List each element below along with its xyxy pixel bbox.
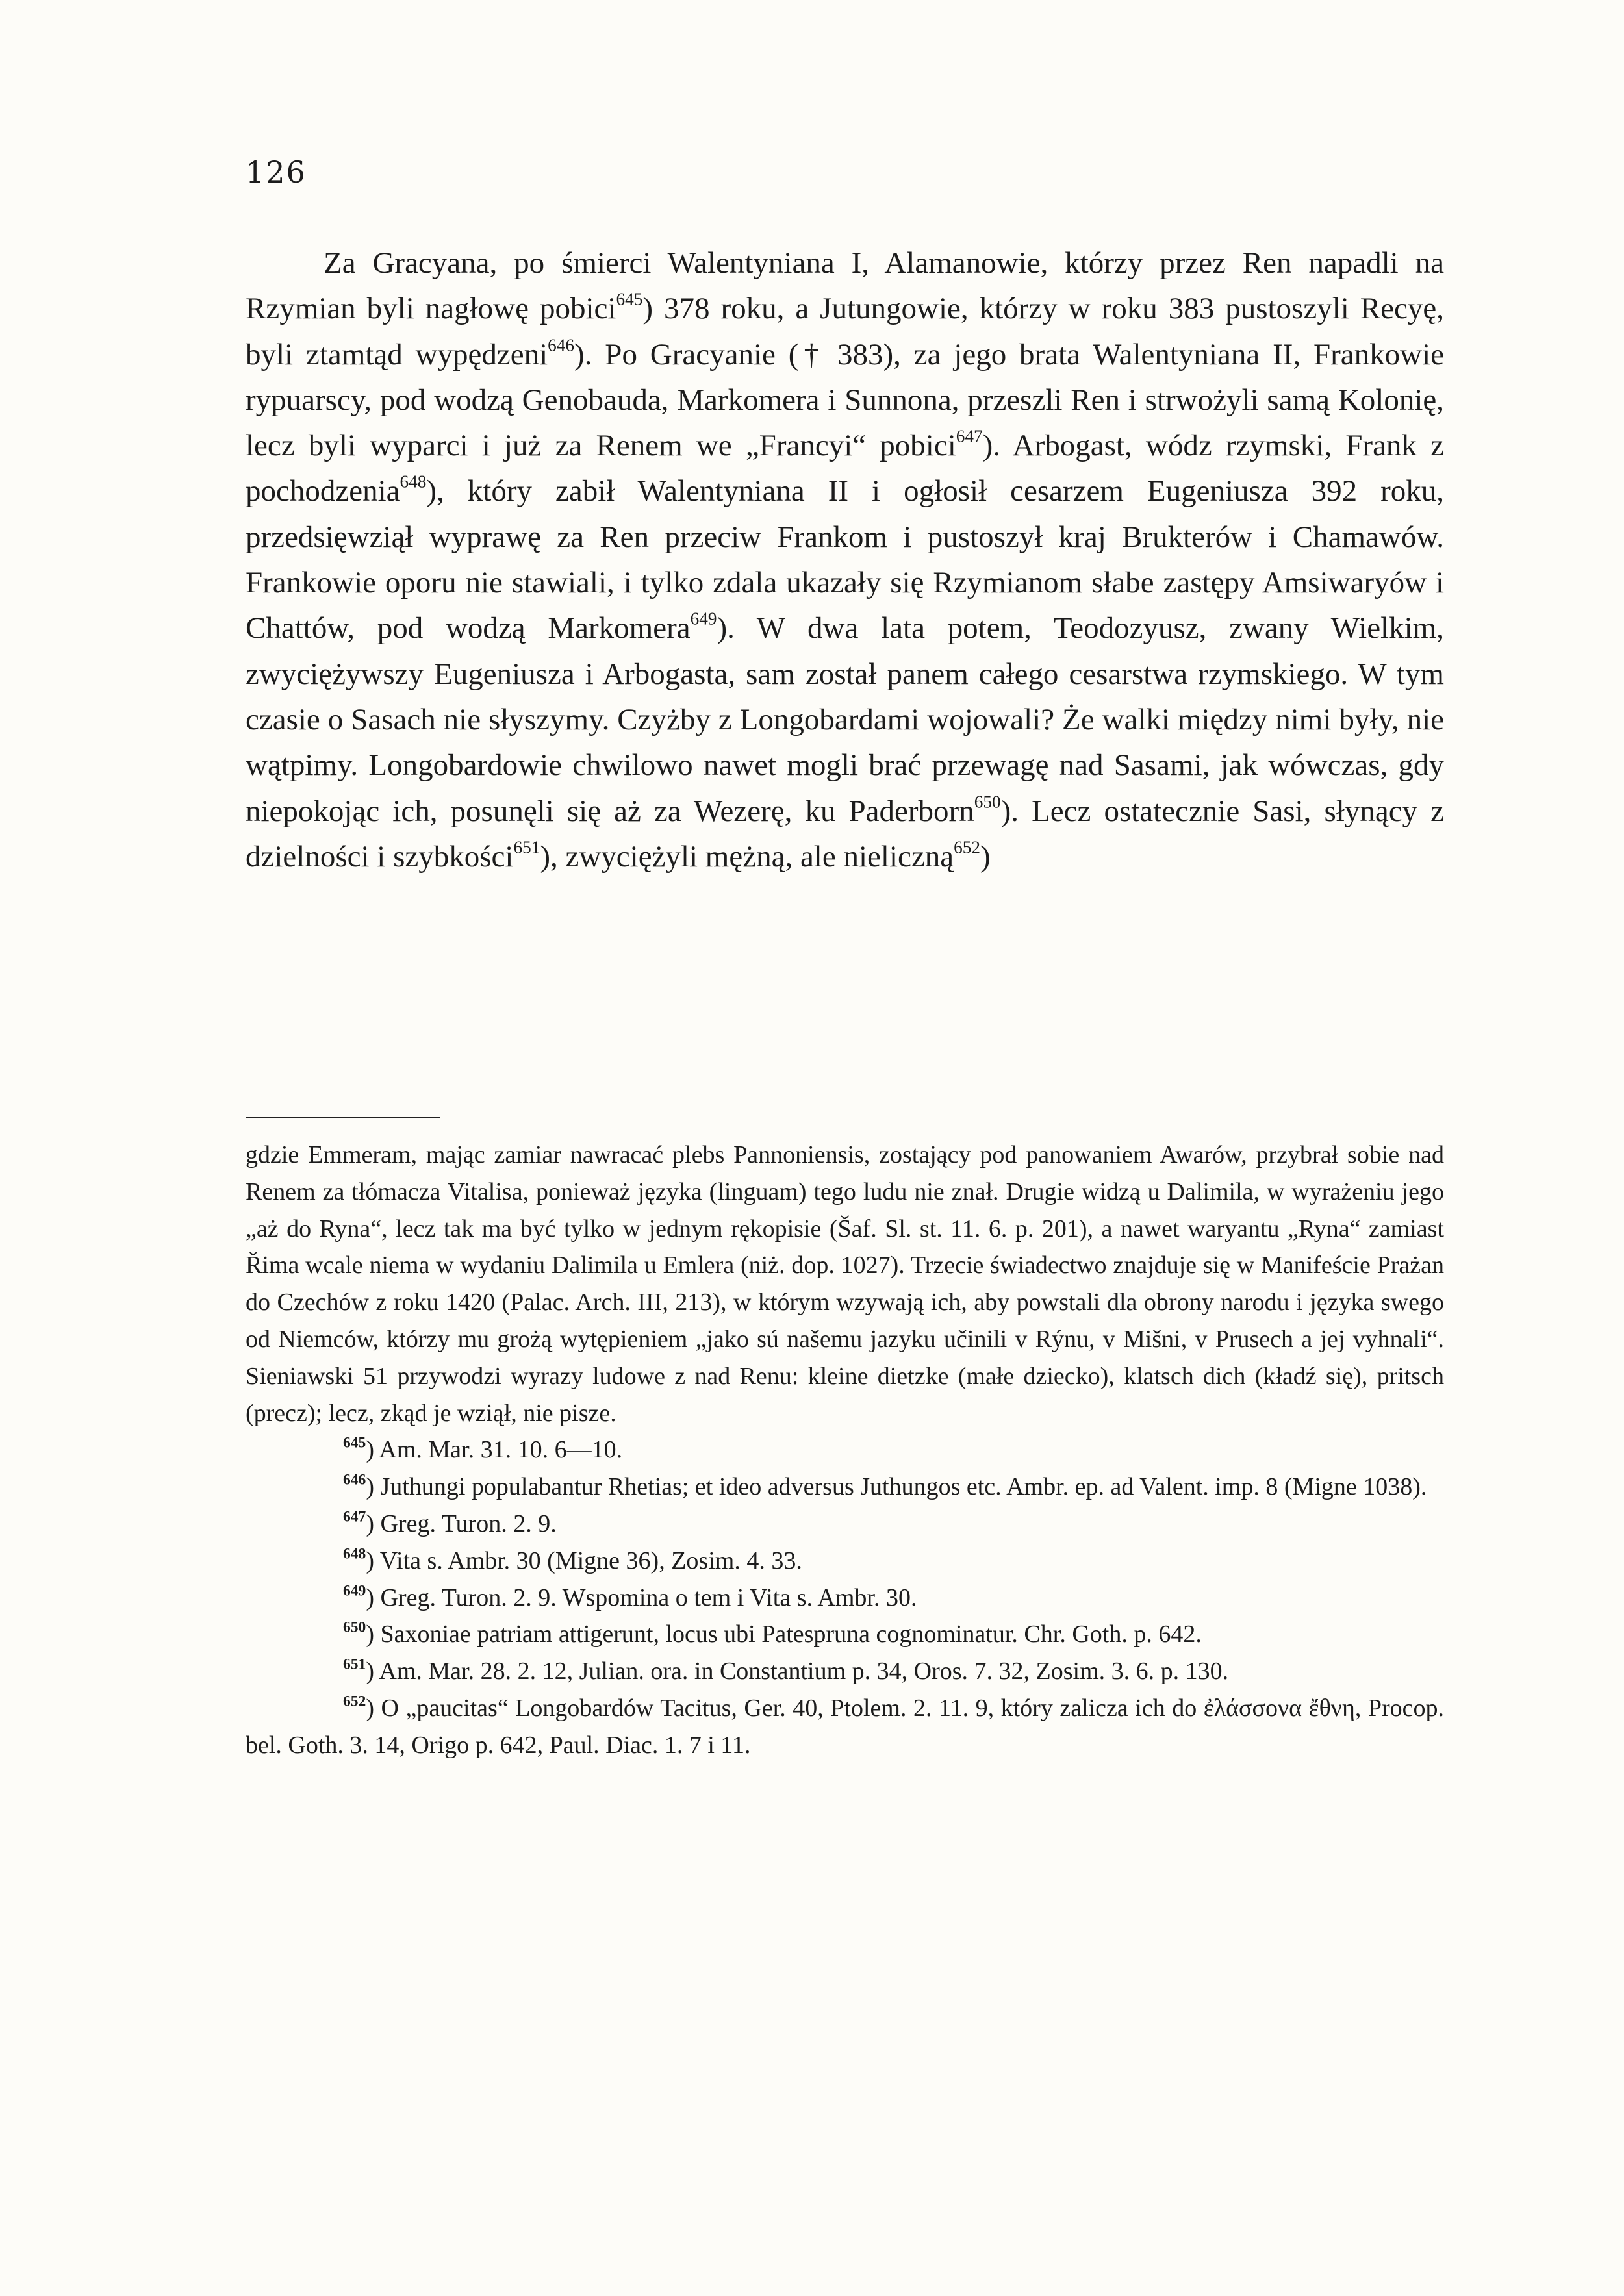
footnote-number: 648: [343, 1545, 366, 1563]
footnote-ref: 645: [616, 289, 643, 309]
footnote-number: 647: [343, 1508, 366, 1526]
footnote-number: 651: [343, 1656, 366, 1673]
footnote-text: ) Saxoniae patriam attigerunt, locus ubi Patespruna cognominatur. Chr. Goth. p. 642.: [366, 1621, 1202, 1648]
footnote: [246, 1690, 1444, 1764]
footnote-number: 645: [343, 1435, 366, 1452]
main-text: [246, 240, 1444, 879]
footnote-text: ) Juthungi populabantur Rhetias; et ideo adversus Juthungos etc. Ambr. ep. ad Valent. imp. 8 (Migne 1038).: [366, 1473, 1427, 1501]
footnote-number: 646: [343, 1471, 366, 1489]
footnote-number: 652: [343, 1693, 366, 1710]
footnote-ref: 651: [513, 837, 540, 857]
body-text-segment: Za Gracyana, po śmierci Walentyniana I, Alamanowie, którzy przez Ren napadli na Rzymian byli nagłowę pobici: [246, 246, 1444, 326]
footnote-text: ) Am. Mar. 28. 2. 12, Julian. ora. in Constantium p. 34, Oros. 7. 32, Zosim. 3. 6. p. 130.: [366, 1658, 1229, 1685]
body-text-segment: ). Po Gracyanie († 383), za jego brata Walentyniana II, Frankowie rypuarscy, pod wodzą Genobauda, Markomera i Sunnona, przeszli Ren i strwożyli samą Kolonię, lecz byli wyparci i już za Renem we „Francyi“ pobici: [246, 337, 1444, 463]
body-text-segment: ). W dwa lata potem, Teodozyusz, zwany Wielkim, zwyciężywszy Eugeniusza i Arbogasta, sam został panem całego cesarstwa rzymskiego. W tym czasie o Sasach nie słyszymy. Czyżby z Longobardami wojowali? Że walki między nimi były, nie wątpimy. Longobardowie chwilowo nawet mogli brać przewagę nad Sasami, jak wówczas, gdy niepokojąc ich, posunęli się aż za Wezerę, ku Paderborn: [246, 611, 1444, 828]
continued-footnote: gdzie Emmeram, mając zamiar nawracać plebs Pannoniensis, zostający pod panowaniem Awarów, przybrał sobie nad Renem za tłómacza Vitalisa, ponieważ języka (linguam) tego ludu nie znał. Drugie widzą u Dalimila, w wyrażeniu jego „aż do Ryna“, lecz tak ma być tylko w jednym rękopisie (Šaf. Sl. st. 11. 6. p. 201), a nawet waryantu „Ryna“ zamiast Řima wcale niema w wydaniu Dalimila u Emlera (niż. dop. 1027). Trzecie świadectwo znajduje się w Manifeście Prażan do Czechów z roku 1420 (Palac. Arch. III, 213), w którym wzywają ich, aby powstali dla obrony narodu i języka swego od Niemców, którzy mu grożą wytępieniem „jako sú našemu jazyku učinili v Rýnu, v Mišni, v Prusech a jej vyhnali“. Sieniawski 51 przywodzi wyrazy ludowe z nad Renu: kleine dietzke (małe dziecko), klatsch dich (kładź się), pritsch (precz); lecz, zkąd je wziął, nie pisze.: [246, 1141, 1444, 1427]
footnote-text: ) Am. Mar. 31. 10. 6—10.: [366, 1436, 623, 1464]
footnote: [246, 1580, 1444, 1617]
footnote: [246, 1432, 1444, 1469]
footnote-ref: 650: [974, 792, 1001, 812]
footnote-text: ) O „paucitas“ Longobardów Tacitus, Ger. 40, Ptolem. 2. 11. 9, który zalicza ich do ἐλάσσονα ἔθνη, Procop. bel. Goth. 3. 14, Origo p. 642, Paul. Diac. 1. 7 i 11.: [246, 1694, 1444, 1759]
footnote-text: ) Greg. Turon. 2. 9.: [366, 1509, 557, 1537]
body-text-segment: ). Lecz ostatecznie Sasi, słynący z dzielności i szybkości: [246, 794, 1445, 874]
footnote-text: ) Greg. Turon. 2. 9. Wspomina o tem i Vita s. Ambr. 30.: [366, 1583, 917, 1611]
main-paragraph: [246, 240, 1444, 879]
body-text-segment: ), zwyciężyli mężną, ale nieliczną: [540, 839, 954, 874]
body-text-segment: ). Arbogast, wódz rzymski, Frank z pochodzenia: [246, 429, 1444, 509]
footnote-ref: 648: [400, 472, 427, 492]
footnote: [246, 1653, 1444, 1690]
body-text-segment: ): [980, 839, 991, 874]
footnote-ref: 652: [954, 837, 980, 857]
footnote: [246, 1506, 1444, 1543]
page-number: 126: [246, 155, 307, 190]
footnote-ref: 646: [548, 335, 575, 355]
footnote-ref: 647: [956, 426, 983, 446]
body-text-segment: ) 378 roku, a Jutungowie, którzy w roku 383 pustoszyli Recyę, byli ztamtąd wypędzeni: [246, 292, 1444, 372]
footnote: [246, 1469, 1444, 1506]
body-text-segment: ), który zabił Walentyniana II i ogłosił cesarzem Eugeniusza 392 roku, przedsięwziął wyprawę za Ren przeciw Frankom i pustoszył kraj Brukterów i Chamawów. Frankowie oporu nie stawiali, i tylko zdala ukazały się Rzymianom słabe zastępy Amsiwaryów i Chattów, pod wodzą Markomera: [246, 474, 1444, 646]
footnote: [246, 1543, 1444, 1580]
footnote-ref: 649: [690, 609, 717, 629]
footnote-separator: [246, 1117, 440, 1118]
footnote-number: 649: [343, 1582, 366, 1600]
footnote-text: ) Vita s. Ambr. 30 (Migne 36), Zosim. 4. 33.: [366, 1546, 802, 1574]
footnote: [246, 1616, 1444, 1653]
footnotes: [246, 1137, 1444, 1764]
footnote-number: 650: [343, 1619, 366, 1637]
